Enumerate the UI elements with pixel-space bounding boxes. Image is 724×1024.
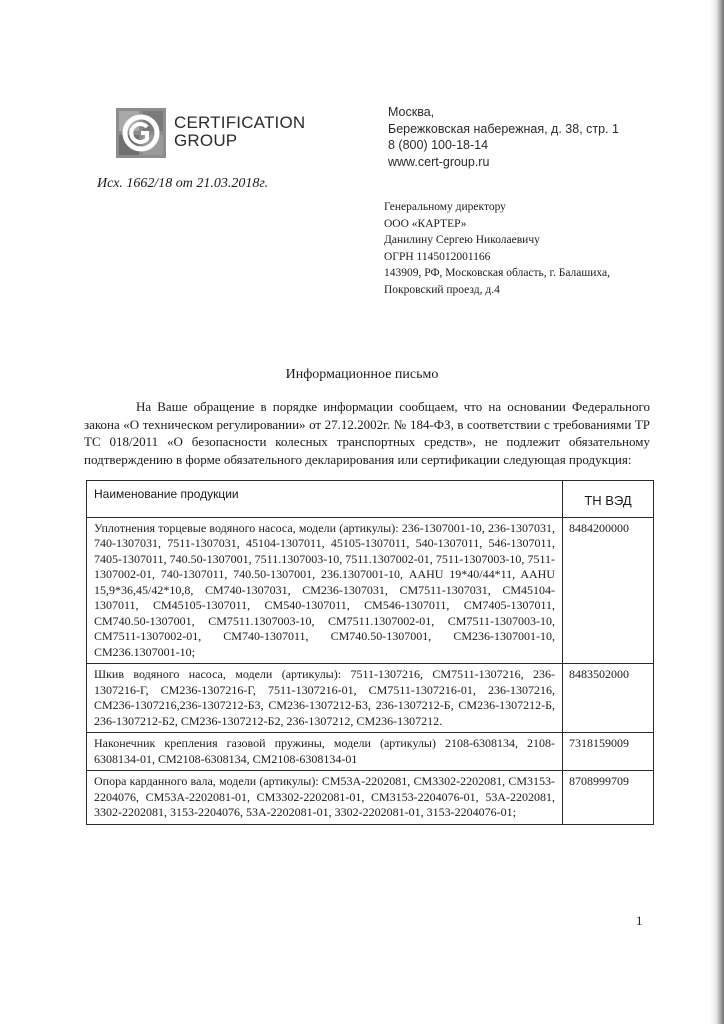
certification-group-logo-mark: [116, 108, 166, 158]
product-name-cell: [87, 664, 563, 733]
sender-city: Москва,: [388, 105, 435, 119]
product-name: Уплотнения торцевые водяного насоса, модели (артикулы): 236-1307001-10, 236-1307031, 740-1307031, 7511-1307031, 45104-1307011, 45105-1307011, 540-1307011, 546-1307011, 7405-1307011, 740.50-1307001, 7511.1307003-10, 7511.1307002-01, 7511-1307003-10, 7511-1307002-01, 740-1307011, 740.50-1307001, 236.1307001-10, AAHU 19*40/44*11, AAHU 15,9*36,45/42*10,8, CM740-1307031, CM236-1307031, CM7511-1307031, CM45104-1307011, CM45105-1307011, CM540-1307011, CM546-1307011, CM7405-1307011, CM740.50-1307001, CM7511.1307003-10, CM7511.1307002-01, CM7511-1307003-10, CM7511-1307002-01, CM740-1307011, CM740.50-1307001, CM236-1307001-10, CM236.1307001-10;: [94, 520, 555, 659]
products-table: [86, 480, 654, 825]
product-name: Наконечник крепления газовой пружины, модели (артикулы) 2108-6308134, 2108-6308134-01, CM2108-6308134, CM2108-6308134-01: [94, 736, 555, 766]
outgoing-reference: Исх. 1662/18 от 21.03.2018г.: [97, 176, 269, 191]
table-row: [87, 517, 654, 664]
header-code: ТН ВЭД: [584, 493, 632, 508]
page-number: 1: [636, 913, 643, 928]
product-code: 7318159009: [569, 736, 629, 750]
logo-line-1: CERTIFICATION: [174, 113, 306, 132]
logo-wordmark: [174, 114, 305, 150]
table-row: [87, 771, 654, 825]
product-name-cell: [87, 771, 563, 825]
company-logo: [116, 108, 316, 160]
recipient-address-line-1: 143909, РФ, Московская область, г. Балашиха,: [384, 267, 610, 279]
header-name: Наименование продукции: [94, 487, 239, 501]
product-code-cell: [563, 771, 654, 825]
product-name-cell: [87, 733, 563, 771]
table-row: [87, 664, 654, 733]
recipient-position: Генеральному директору: [384, 201, 506, 213]
table-row: [87, 733, 654, 771]
product-code: 8484200000: [569, 520, 629, 535]
product-code-cell: [563, 517, 654, 664]
product-code: 8708999709: [569, 774, 629, 788]
product-name-cell: [87, 517, 563, 664]
body-paragraph: На Ваше обращение в порядке информации сообщаем, что на основании Федерального закона «О техническом регулировании» от 27.12.2002г. № 184-ФЗ, в соответствии с требованиями ТР ТС 018/2011 «О безопасности колесных транспортных средств», не подлежит обязательному подтверждению в форме обязательного декларирования или сертификации следующая продукция:: [84, 399, 650, 467]
recipient-ogrn: ОГРН 1145012001166: [384, 250, 491, 263]
letter-body: [84, 398, 650, 468]
recipient-person: Данилину Сергею Николаевичу: [384, 234, 540, 246]
recipient-address-line-2: Покровский проезд, д.4: [384, 283, 500, 296]
sender-street: Бережковская набережная, д. 38, стр. 1: [388, 121, 619, 136]
product-code-cell: [563, 733, 654, 771]
product-code-cell: [563, 664, 654, 733]
header-code-cell: [563, 481, 654, 518]
logo-line-2: GROUP: [174, 131, 238, 150]
sender-website: www.cert-group.ru: [388, 154, 490, 169]
header-name-cell: [87, 481, 563, 518]
recipient-company: ООО «КАРТЕР»: [384, 217, 467, 230]
product-code: 8483502000: [569, 667, 629, 681]
recipient-block: [384, 199, 610, 298]
document-title: Информационное письмо: [285, 367, 439, 382]
product-name: Шкив водяного насоса, модели (артикулы): 7511-1307216, CM7511-1307216, 236-1307216-Г, CM236-1307216-Г, 7511-1307216-01, CM7511-1307216-01, 236-1307216, CM236-1307216,236-1307212-Б3, CM236-1307212-Б3, 236-1307212-Б, CM236-1307212-Б, 236-1307212-Б2, CM236-1307212-Б2, 236-1307212, CM236-1307212.: [94, 667, 555, 728]
product-name: Опора карданного вала, модели (артикулы): CM53A-2202081, CM3302-2202081, CM3153-2204076, CM53A-2202081-01, CM3302-2202081-01, CM3153-2204076-01, 53A-2202081, 3302-2202081, 3153-2204076, 53A-2202081-01, 3302-2202081-01, 3153-2204076-01;: [94, 774, 555, 819]
scan-edge-shadow: [710, 0, 724, 1024]
sender-phone: 8 (800) 100-18-14: [388, 138, 489, 152]
table-header-row: [87, 481, 654, 518]
sender-address: [388, 104, 619, 170]
